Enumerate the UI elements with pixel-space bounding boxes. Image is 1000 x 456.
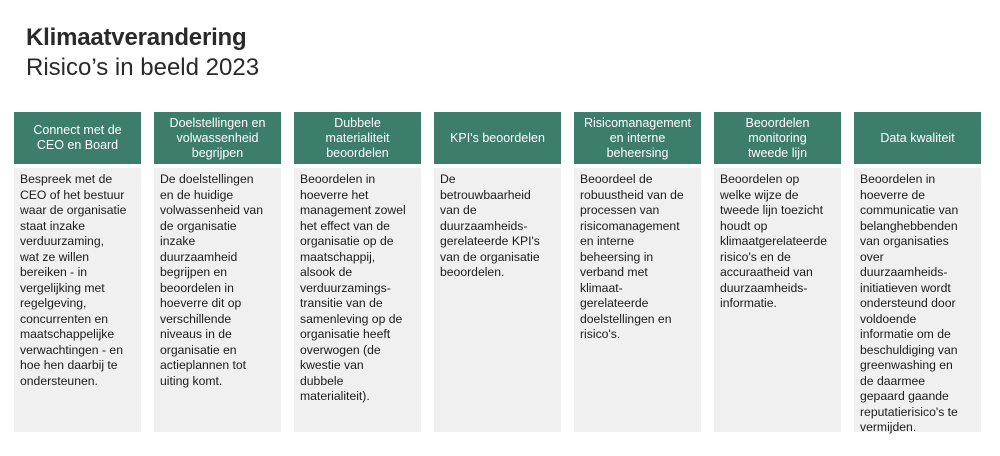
column-heading: Doelstellingen en volwassenheid begrijpen — [154, 112, 281, 164]
column-heading: Data kwaliteit — [854, 112, 981, 164]
column-heading: KPI's beoordelen — [434, 112, 561, 164]
column-data-kwaliteit — [854, 112, 981, 432]
column-tweede-lijn — [714, 112, 841, 432]
column-materialiteit — [294, 112, 421, 432]
column-body: Beoordelen in hoeverre de communicatie van belanghebbenden van organisaties over duurzaamheids- initiatieven wordt ondersteund door voldoende informatie om de beschuldiging van greenwashing en de daarmee gepaard gaande reputatierisico's te vermijden. — [854, 168, 981, 432]
column-body: De doelstellingen en de huidige volwassenheid van de organisatie inzake duurzaamheid begrijpen en beoordelen in hoeverre dit op verschillende niveaus in de organisatie en actieplannen tot uiting komt. — [154, 168, 281, 432]
steps-columns — [14, 112, 981, 432]
column-body: De betrouwbaarheid van de duurzaamheids- gerelateerde KPI's van de organisatie beoordelen. — [434, 168, 561, 432]
column-risicomanagement — [574, 112, 701, 432]
page-title: Klimaatverandering — [26, 24, 247, 51]
column-kpi — [434, 112, 561, 432]
column-heading: Connect met de CEO en Board — [14, 112, 141, 164]
column-heading: Dubbele materialiteit beoordelen — [294, 112, 421, 164]
column-body: Beoordeel de robuustheid van de processen van risicomanagement en interne beheersing in verband met klimaat- gerelateerde doelstellingen en risico's. — [574, 168, 701, 432]
column-body: Beoordelen in hoeverre het management zowel het effect van de organisatie op de maatschappij, alsook de verduurzamings- transitie van de samenleving op de organisatie heeft overwogen (de kwestie van dubbele materialiteit). — [294, 168, 421, 432]
column-heading: Beoordelen monitoring tweede lijn — [714, 112, 841, 164]
page-subtitle: Risico’s in beeld 2023 — [26, 54, 260, 81]
column-body: Bespreek met de CEO of het bestuur waar de organisatie staat inzake verduurzaming, wat ze willen bereiken - in vergelijking met regelgeving, concurrenten en maatschappelijke verwachtingen - en hoe hen daarbij te ondersteunen. — [14, 168, 141, 432]
column-ceo-board — [14, 112, 141, 432]
column-body: Beoordelen op welke wijze de tweede lijn toezicht houdt op klimaatgerelateerde risico's en de accuraatheid van duurzaamheids- informatie. — [714, 168, 841, 432]
column-heading: Risicomanagement en interne beheersing — [574, 112, 701, 164]
column-doelstellingen — [154, 112, 281, 432]
